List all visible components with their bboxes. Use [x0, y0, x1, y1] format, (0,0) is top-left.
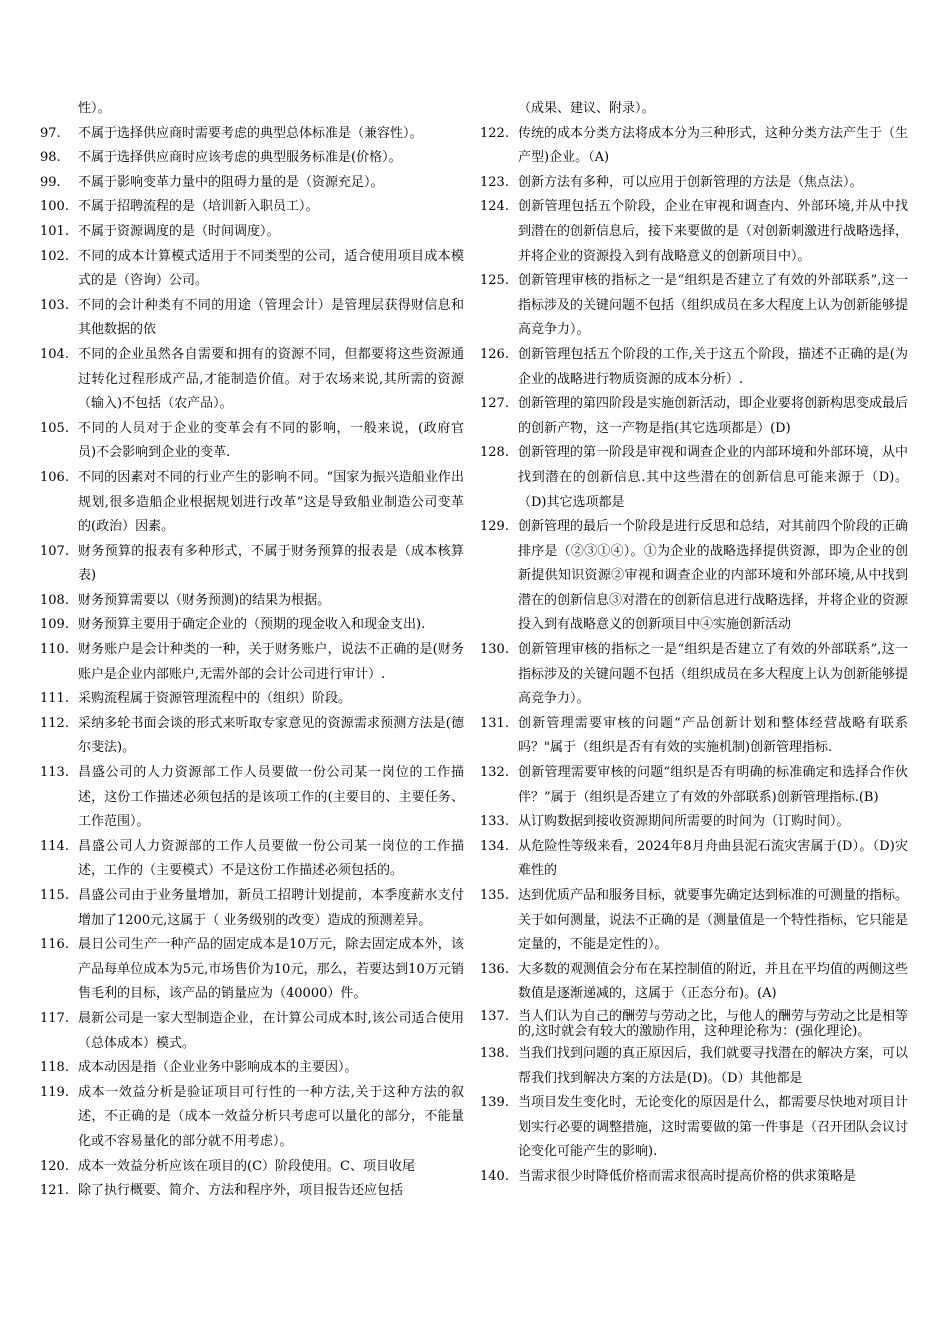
question-number: 100. — [40, 199, 69, 215]
question-number: 139. — [480, 1095, 509, 1111]
question-text: 不属于选择供应商时应该考虑的典型服务标准是(价格）。 — [78, 150, 402, 166]
question-item — [40, 687, 464, 712]
question-number: 125. — [480, 273, 509, 289]
question-item — [40, 146, 464, 171]
question-text: 成本一效益分析是验证项目可行性的一种方法,关于这种方法的叙述，不正确的是（成本一效益分析只考虑可以量化的部分，不能量化或不容易量化的部分就不用考虑）。 — [78, 1084, 464, 1149]
question-text: 不同的会计种类有不同的用途（管理会计）是管理层获得财信息和其他数据的依 — [78, 297, 464, 338]
question-number: 132. — [480, 765, 509, 781]
question-item — [40, 1179, 464, 1204]
question-text: 不属于选择供应商时需要考虑的典型总体标准是（兼容性）。 — [78, 125, 423, 141]
question-text: 达到优质产品和服务目标，就要事先确定达到标准的可测量的指标。关于如何测量，说法不正确的是（测量值是一个特性指标，它只能是定量的，不能是定性的）。 — [518, 888, 909, 953]
question-text: 当我们找到问题的真正原因后，我们就要寻找潜在的解决方案，可以帮我们找到解决方案的方法是(D)。（D）其他都是 — [518, 1045, 909, 1086]
question-text: （成果、建议、附录）。 — [518, 101, 655, 116]
question-text: 创新管理包括五个阶段的工作,关于这五个阶段，描述不正确的是(为企业的战略进行物质资源的成本分析）. — [518, 346, 908, 387]
question-text: 创新管理的最后一个阶段是进行反思和总结，对其前四个阶段的正确排序是（②③①④）。①为企业的战略选择提供资源，即为企业的创新提供知识资源②审视和调查企业的内部环境和外部环境,从中找到潜在的创新信息③对潜在的创新信息进行战略选择，并将企业的资源投入到有战略意义的创新项目中④实施创新活动 — [518, 519, 909, 633]
question-number: 134. — [480, 838, 509, 854]
question-number: 138. — [480, 1045, 509, 1061]
question-item — [480, 761, 908, 810]
question-item — [40, 97, 464, 122]
question-number: 106. — [40, 469, 69, 485]
question-number: 137. — [480, 1008, 509, 1024]
question-text: 不同的人员对于企业的变革会有不同的影响，一般来说，(政府官员)不会影响到企业的变革. — [78, 420, 464, 461]
question-item — [40, 343, 464, 417]
question-item — [40, 171, 464, 196]
question-number: 135. — [480, 888, 509, 903]
question-number: 136. — [480, 961, 509, 977]
question-item — [40, 638, 464, 687]
question-text: 昌盛公司人力资源部的工作人员要做一份公司某一岗位的工作描述，工作的（主要模式）不是这份工作描述必须包括的。 — [78, 838, 464, 879]
question-number: 133. — [480, 814, 509, 830]
question-number: 112. — [40, 715, 69, 731]
question-text: 财务预算的报表有多种形式，不属于财务预算的报表是（成本核算表) — [78, 543, 464, 584]
question-text: 昌盛公司的人力资源部工作人员要做一份公司某一岗位的工作描述，这份工作描述必须包括的是该项工作的(主要目的、主要任务、工作范围）。 — [78, 765, 464, 830]
question-text: 当项目发生变化时，无论变化的原因是什么，都需要尽快地对项目计划实行必要的调整措施，这时需要做的第一件事是（召开团队会议讨论变化可能产生的影响). — [518, 1095, 909, 1160]
question-number: 104. — [40, 346, 69, 362]
question-number: 130. — [480, 642, 509, 658]
question-number: 117. — [40, 1010, 69, 1026]
question-item — [40, 712, 464, 761]
question-item — [40, 761, 464, 835]
question-number: 116. — [40, 937, 69, 953]
question-number: 105. — [40, 420, 69, 436]
question-number: 109. — [40, 617, 69, 633]
question-number: 98. — [40, 150, 61, 166]
question-text: 传统的成本分类方法将成本分为三种形式，这种分类方法产生于（生产型)企业。（A) — [518, 125, 909, 166]
question-text: 当需求很少时降低价格而需求很高时提高价格的供求策略是 — [518, 1168, 857, 1184]
question-text: 财务预算主要用于确定企业的（预期的现金收入和现金支出). — [78, 617, 426, 633]
question-text: 不同的因素对不同的行业产生的影响不同。“国家为振兴造船业作出规划,很多造船企业根据规划进行改革”这是导致船业制造公司变革的(政治）因素。 — [78, 469, 464, 535]
question-number: 115. — [40, 888, 69, 903]
question-item — [480, 835, 908, 884]
question-number: 122. — [480, 125, 509, 141]
question-item — [480, 269, 908, 343]
question-number: 97. — [40, 125, 61, 141]
question-text: 采购流程属于资源管理流程中的（组织）阶段。 — [78, 691, 352, 707]
question-number: 126. — [480, 346, 509, 362]
question-text: 成本动因是指（企业业务中影响成本的主要因）。 — [78, 1060, 358, 1076]
question-item — [480, 441, 908, 515]
question-number: 128. — [480, 445, 509, 461]
question-text: 大多数的观测值会分布在某控制值的附近，并且在平均值的两侧这些数值是逐渐递减的，这属于（正态分布)。(A) — [518, 961, 909, 1002]
question-number: 121. — [40, 1183, 69, 1199]
question-item — [40, 1081, 464, 1155]
question-item — [480, 343, 908, 392]
question-text: 从危险性等级来看，2024年8月舟曲县泥石流灾害属于(D）。（D)灾难性的 — [518, 838, 908, 879]
question-text: 不同的成本计算模式适用于不同类型的公司，适合使用项目成本模式的是（咨询）公司。 — [78, 248, 464, 289]
question-item — [480, 195, 908, 269]
question-number: 119. — [40, 1084, 69, 1100]
question-text: 从订购数据到接收资源期间所需要的时间为（订购时间）。 — [518, 814, 850, 830]
question-item — [480, 1007, 908, 1042]
question-text: 财务预算需要以（财务预测)的结果为根据。 — [78, 592, 331, 608]
question-text: 创新管理审核的指标之一是“组织是否建立了有效的外部联系”,这一指标涉及的关键问题不包括（组织成员在多大程度上认为创新能够提高竞争力）。 — [518, 642, 909, 707]
question-item — [40, 245, 464, 294]
question-text: 创新管理的第一阶段是审视和调查企业的内部环境和外部环境，从中找到潜在的创新信息.其中这些潜在的创新信息可能来源于（D)。（D)其它选项都是 — [518, 445, 909, 510]
question-number: 129. — [480, 519, 509, 535]
question-text: 晨日公司生产一种产品的固定成本是10万元，除去固定成本外，该产品每单位成本为5元,市场售价为10元，那么，若要达到10万元销售毛利的目标，该产品的销量应为（40000）件。 — [78, 937, 464, 1002]
question-number: 113. — [40, 765, 69, 781]
question-number: 101. — [40, 223, 69, 239]
question-item — [480, 1091, 908, 1165]
question-number: 127. — [480, 396, 509, 412]
question-number: 111. — [40, 691, 69, 707]
question-item — [40, 1007, 464, 1056]
question-item — [40, 466, 464, 540]
question-item — [40, 540, 464, 589]
question-item — [480, 810, 908, 835]
question-text: 成本一效益分析应该在项目的(C）阶段使用。C、项目收尾 — [78, 1158, 415, 1174]
question-number: 124. — [480, 199, 509, 215]
question-item — [480, 171, 908, 196]
question-text: 创新管理审核的指标之一是“组织是否建立了有效的外部联系”,这一指标涉及的关键问题不包括（组织成员在多大程度上认为创新能够提高竞争力）。 — [518, 273, 909, 338]
left-column — [40, 97, 464, 1204]
question-text: 创新方法有多种，可以应用于创新管理的方法是（焦点法）。 — [518, 174, 863, 190]
question-item — [40, 220, 464, 245]
question-number: 110. — [40, 642, 69, 658]
question-text: 不同的企业虽然各自需要和拥有的资源不同，但都要将这些资源通过转化过程形成产品,才能制造价值。对于农场来说,其所需的资源（输入)不包括（农产品）。 — [78, 346, 464, 412]
question-item — [480, 392, 908, 441]
question-text: 创新管理需要审核的问题“组织是否有明确的标准确定和选择合作伙伴？”属于（组织是否建立了有效的外部联系)创新管理指标.(B) — [518, 765, 908, 805]
question-text: 创新管理包括五个阶段，企业在审视和调查内、外部环境,并从中找到潜在的创新信息后，接下来要做的是（对创新刺激进行战略选择，并将企业的资源投入到有战略意义的创新项目中）。 — [518, 199, 909, 264]
question-text: 采纳多轮书面会谈的形式来听取专家意见的资源需求预测方法是(德尔斐法)。 — [78, 715, 464, 756]
question-text: 创新管理需要审核的问题“产品创新计划和整体经营战略有联系吗？"属于（组织是否有有效的实施机制)创新管理指标. — [518, 715, 908, 756]
question-item — [480, 1165, 908, 1190]
question-item — [40, 884, 464, 933]
question-text: 财务账户是会计种类的一种，关于财务账户，说法不正确的是(财务账户是企业内部账户,无需外部的会计公司进行审计）. — [78, 642, 464, 682]
question-item — [40, 417, 464, 466]
question-text: 昌盛公司由于业务量增加，新员工招聘计划提前，本季度薪水支付增加了1200元,这属于（ 业务级别的改变）造成的预测差异。 — [78, 888, 464, 928]
question-text: 不属于影响变革力量中的阻碍力量的是（资源充足）。 — [78, 174, 384, 190]
question-item — [40, 835, 464, 884]
question-item — [480, 884, 908, 958]
question-text: 晨新公司是一家大型制造企业，在计算公司成本时,该公司适合使用（总体成本）模式。 — [78, 1010, 464, 1051]
question-item — [480, 638, 908, 712]
question-item — [480, 958, 908, 1007]
question-number: 118. — [40, 1060, 69, 1076]
question-text: 不属于资源调度的是（时间调度）。 — [78, 223, 280, 239]
question-number: 108. — [40, 592, 69, 608]
question-item — [480, 712, 908, 761]
question-item — [40, 122, 464, 147]
question-item — [40, 195, 464, 220]
question-item — [480, 122, 908, 171]
question-number: 103. — [40, 297, 69, 313]
question-text: 不属于招聘流程的是（培训新入职员工）。 — [78, 199, 319, 215]
question-number: 99. — [40, 174, 61, 190]
question-item — [480, 97, 908, 122]
question-number: 114. — [40, 838, 69, 854]
question-item — [40, 589, 464, 614]
question-item — [40, 933, 464, 1007]
question-number: 120. — [40, 1158, 69, 1174]
question-text: 性）。 — [78, 101, 111, 116]
right-column — [480, 97, 908, 1190]
question-text: 创新管理的第四阶段是实施创新活动，即企业要将创新构思变成最后的创新产物，这一产物是指(其它选项都是）(D) — [518, 396, 909, 436]
question-item — [40, 294, 464, 343]
question-text: 当人们认为自己的酬劳与劳动之比，与他人的酬劳与劳动之比是相等的,这时就会有较大的激励作用，这种理论称为：(强化理论)。 — [518, 1008, 909, 1040]
question-item — [40, 613, 464, 638]
question-number: 102. — [40, 248, 69, 264]
question-item — [480, 1042, 908, 1091]
question-number: 131. — [480, 715, 509, 731]
question-text: 除了执行概要、简介、方法和程序外，项目报告还应包括 — [78, 1183, 404, 1199]
question-number: 140. — [480, 1168, 509, 1184]
question-item — [480, 515, 908, 638]
question-number: 123. — [480, 174, 509, 190]
question-item — [40, 1056, 464, 1081]
question-item — [40, 1155, 464, 1180]
question-number: 107. — [40, 543, 69, 559]
